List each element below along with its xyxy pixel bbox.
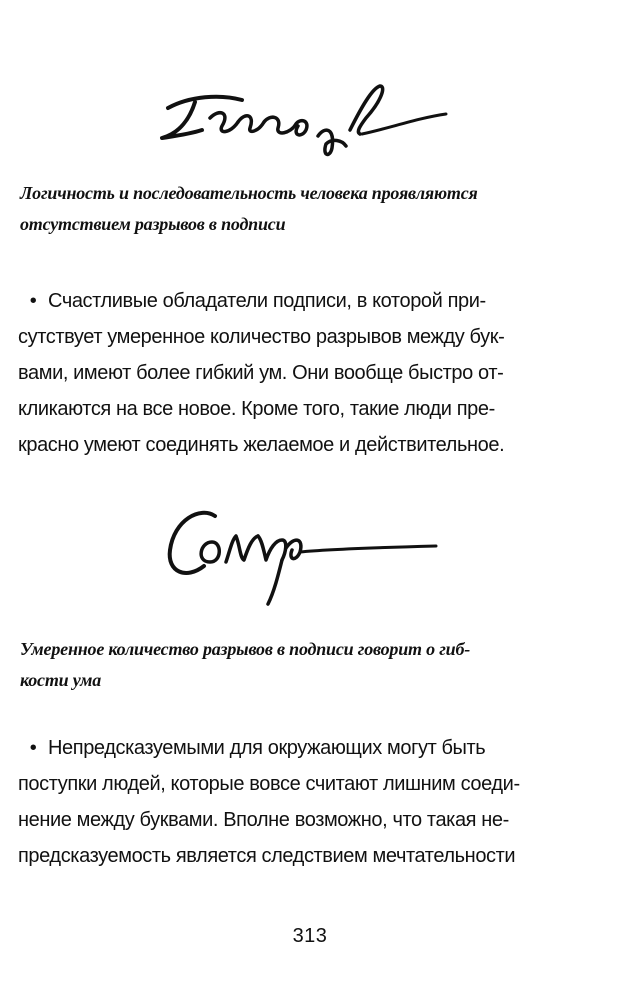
page-number: 313 [292, 925, 328, 947]
paragraph-line [18, 283, 583, 319]
paragraph-text: Непредсказуемыми для окружающих могут быть [48, 737, 486, 759]
handwritten-signature-1 [150, 78, 450, 168]
caption-line: кости ума [20, 670, 102, 690]
caption-line: отсутствием разрывов в подписи [20, 214, 286, 234]
bullet-paragraph-1 [18, 283, 583, 463]
paragraph-line: красно умеют соединять желаемое и действительное. [18, 434, 505, 456]
bullet-paragraph-2 [18, 730, 583, 874]
paragraph-text: Счастливые обладатели подписи, в которой при- [48, 290, 486, 312]
paragraph-line: поступки людей, которые вовсе считают лишним соеди- [18, 773, 520, 795]
signature-caption-1 [20, 178, 595, 240]
paragraph-line: сутствует умеренное количество разрывов между бук- [18, 326, 505, 348]
bullet-icon: • [29, 290, 37, 312]
paragraph-line: кликаются на все новое. Кроме того, такие люди пре- [18, 398, 495, 420]
handwritten-signature-2 [160, 500, 440, 615]
paragraph-line: нение между буквами. Вполне возможно, что такая не- [18, 809, 509, 831]
caption-line: Логичность и последовательность человека проявляются [20, 183, 478, 203]
signature-caption-2 [20, 634, 595, 696]
caption-line: Умеренное количество разрывов в подписи говорит о гиб- [20, 639, 471, 659]
paragraph-line: предсказуемость является следствием мечтательности [18, 845, 516, 867]
paragraph-line: вами, имеют более гибкий ум. Они вообще быстро от- [18, 362, 504, 384]
bullet-icon: • [29, 737, 37, 759]
paragraph-line [18, 730, 583, 766]
